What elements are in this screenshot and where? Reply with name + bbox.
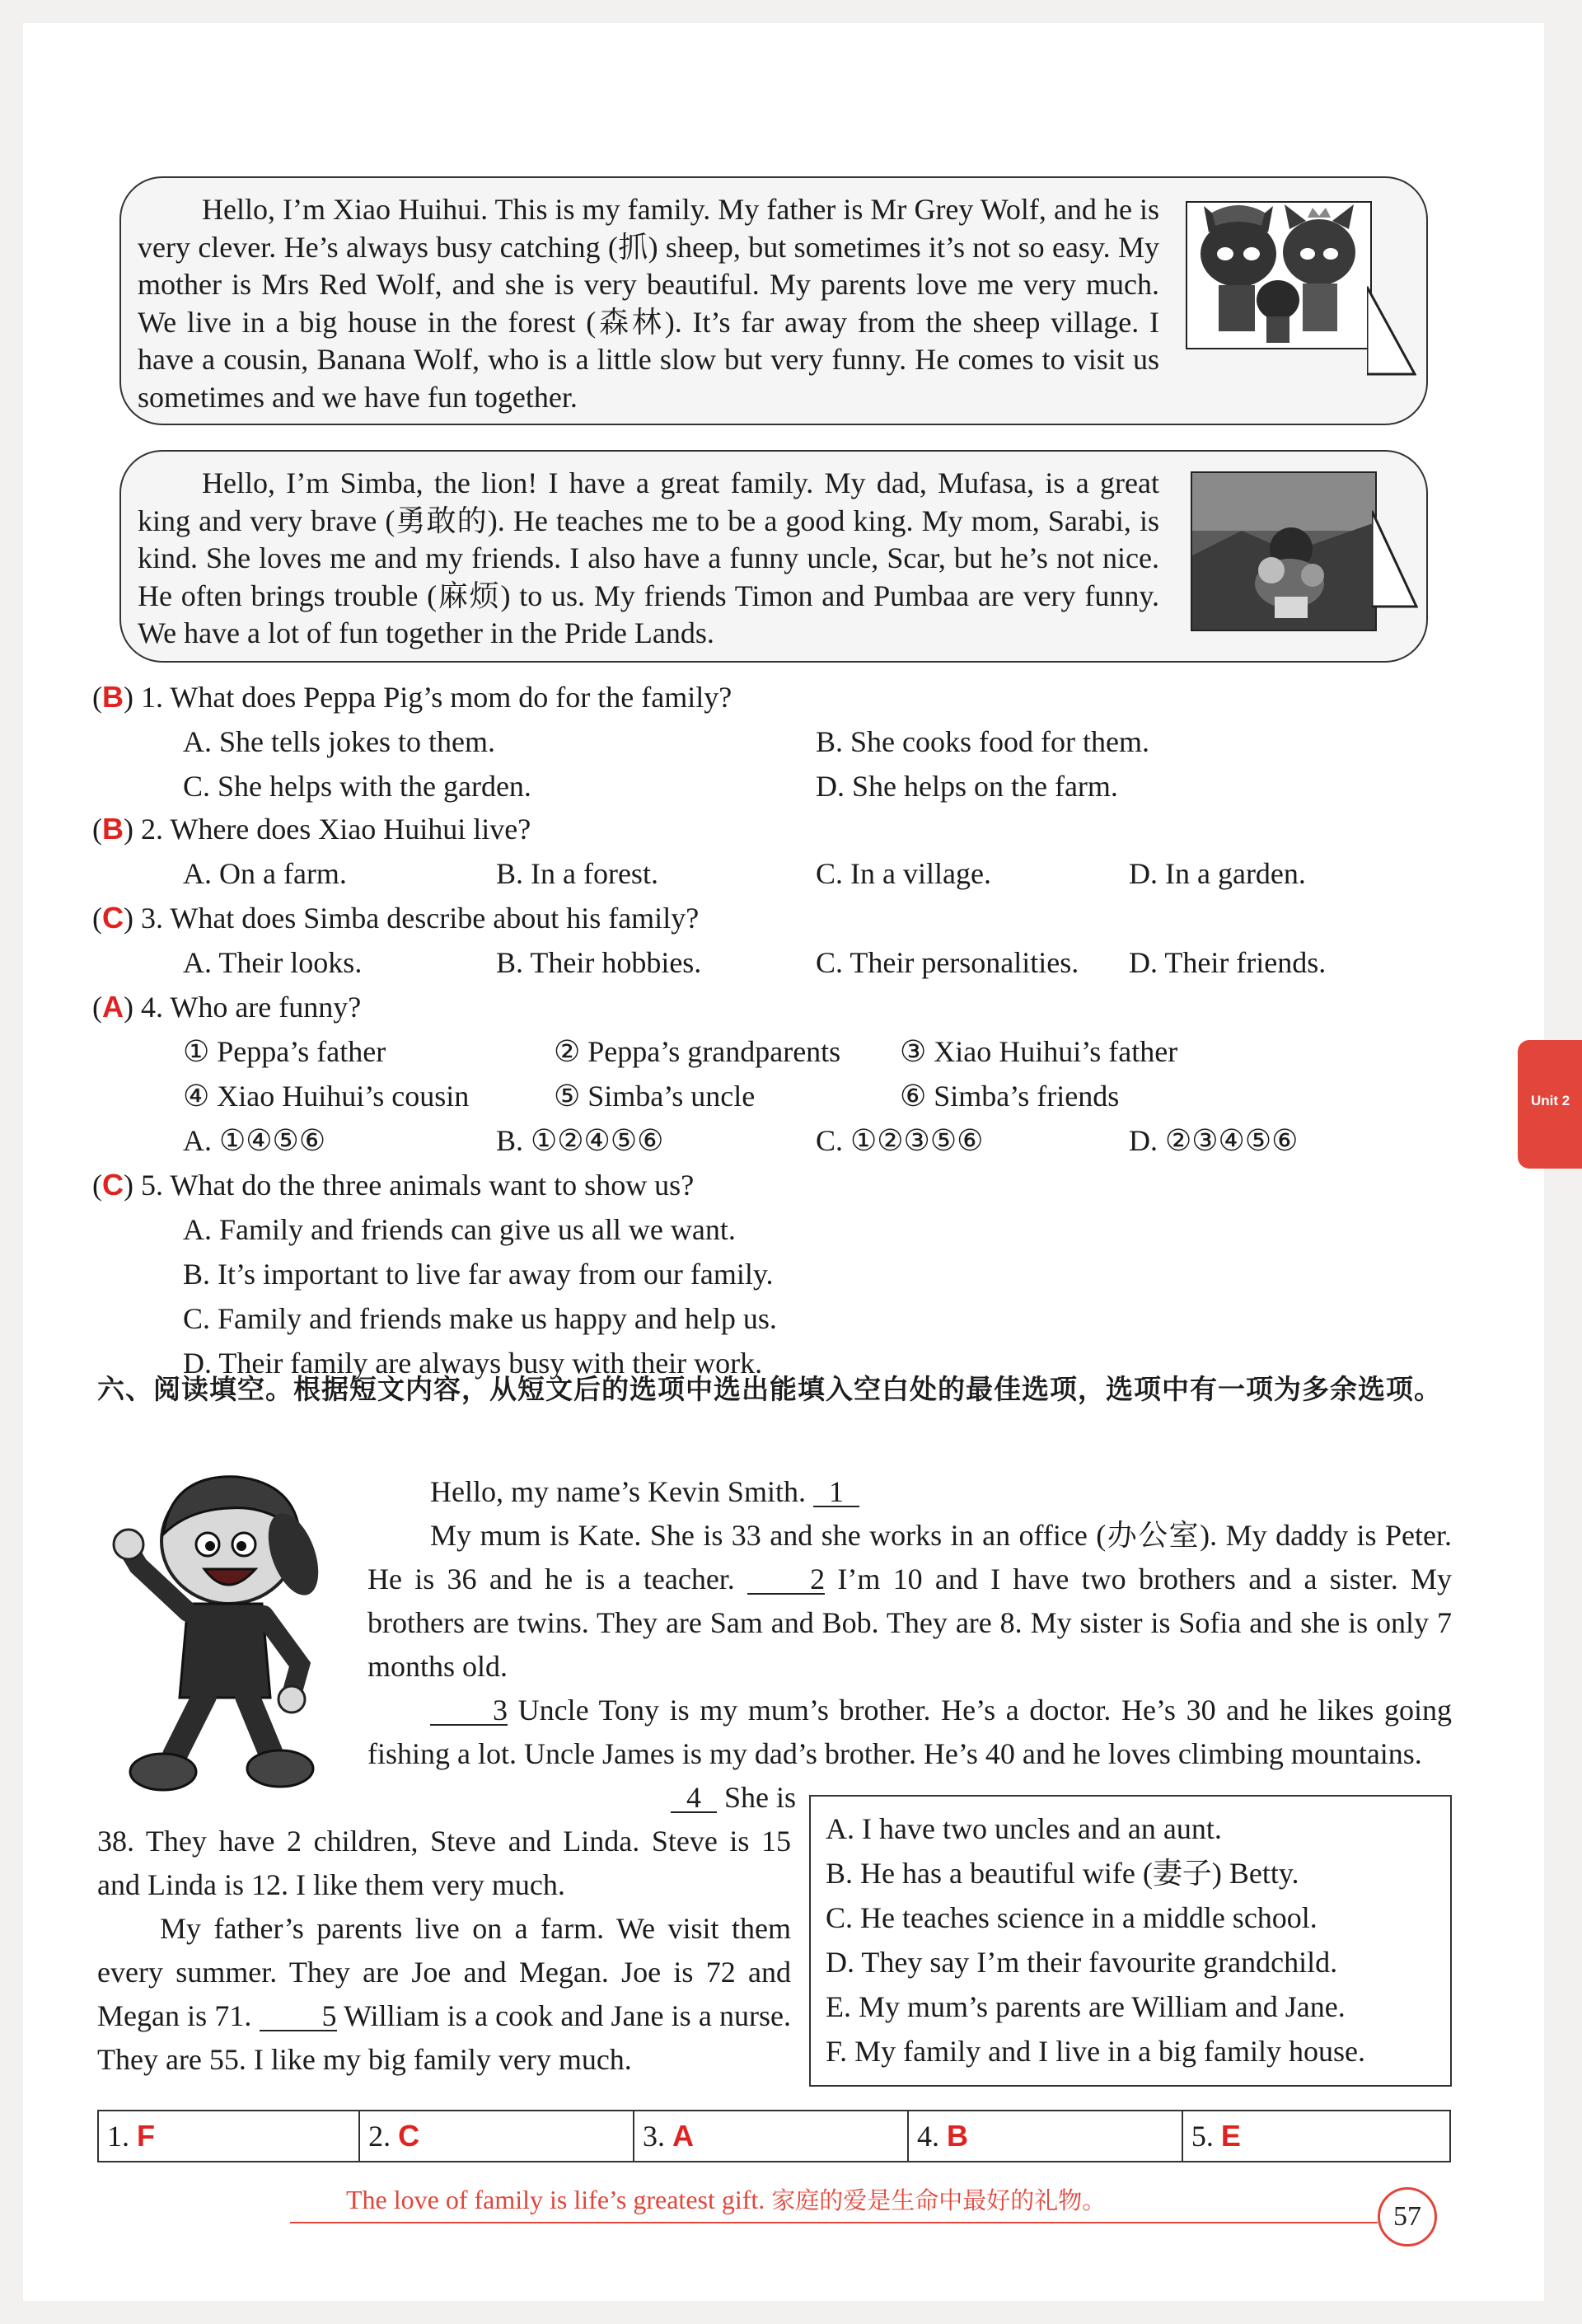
passage-text: Hello, I’m Xiao Huihui. This is my family. My father is Mr Grey Wolf, and he is very clever. He’s always busy catching (抓) sheep, but sometimes it’s not so easy. My mother is Mrs Red Wolf, and she is very beautiful. My parents love me very much. We live in a big house in the forest (森林). It’s far away from the sheep village. I have a cousin, Banana Wolf, who is a little slow but very funny. He comes to visit us sometimes and we have fun together. <box>138 193 1159 414</box>
option-b: B. She cooks food for them. <box>816 725 1149 758</box>
option-d: D. ②③④⑤⑥ <box>1129 1124 1299 1157</box>
choice-d: D. They say I’m their favourite grandchild. <box>826 1946 1338 1979</box>
answer-table <box>97 2110 1451 2162</box>
unit-side-tab: Unit 2 <box>1518 1040 1582 1169</box>
footer-divider <box>290 2222 1378 2223</box>
question-1: (B) 1. What does Peppa Pig’s mom do for the family? <box>92 680 732 714</box>
choices-box <box>809 1795 1452 2087</box>
option-c: C. ①②③⑤⑥ <box>816 1124 984 1157</box>
answer-mark: C <box>102 901 124 935</box>
option-c: C. Their personalities. <box>816 946 1079 979</box>
passage-simba <box>119 450 1428 663</box>
answer-cell: 4. B <box>908 2111 1182 2162</box>
answer-mark: B <box>102 812 124 846</box>
choice-f: F. My family and I live in a big family house. <box>826 2035 1366 2068</box>
cloze-paragraph-3-wrap: 4 She is <box>367 1776 796 1820</box>
cloze-paragraph-4: My father’s parents live on a farm. We visit them every summer. They are Joe and Megan. Joe is 72 and Megan is 71. 5 William is a cook and Jane is a nurse. They are 55. I like my big family very much. <box>97 1912 791 2076</box>
option-d: D. Their friends. <box>1129 946 1327 979</box>
option-a: A. She tells jokes to them. <box>183 725 495 758</box>
page-curl-decoration <box>1372 509 1418 608</box>
question-4: (A) 4. Who are funny? <box>92 990 362 1024</box>
option-c: C. In a village. <box>816 857 991 890</box>
cloze-paragraph-3-cont: 38. They have 2 children, Steve and Linda. Steve is 15 and Linda is 12. I like them very much. <box>97 1825 791 1901</box>
lion-king-illustration <box>1191 471 1377 631</box>
footer-quote: The love of family is life’s greatest gift. 家庭的爱是生命中最好的礼物。 <box>346 2185 1107 2214</box>
blank-4: 4 <box>671 1783 717 1813</box>
page-number: 57 <box>1378 2187 1437 2247</box>
passage-text: Hello, I’m Simba, the lion! I have a great family. My dad, Mufasa, is a great king and very brave (勇敢的). He teaches me to be a good king. My mom, Sarabi, is kind. She loves me and my friends. I also have a funny uncle, Scar, but he’s not nice. He often brings trouble (麻烦) to us. My friends Timon and Pumbaa are very funny. We have a lot of fun together in the Pride Lands. <box>138 466 1159 649</box>
item-1: ① Peppa’s father <box>183 1035 386 1068</box>
question-2: (B) 2. Where does Xiao Huihui live? <box>92 812 531 846</box>
item-6: ⑥ Simba’s friends <box>900 1080 1120 1113</box>
wolf-family-illustration <box>1186 201 1372 349</box>
option-c: C. She helps with the garden. <box>183 770 531 803</box>
choice-b: B. He has a beautiful wife (妻子) Betty. <box>826 1857 1299 1890</box>
item-3: ③ Xiao Huihui’s father <box>900 1035 1178 1068</box>
option-d: D. She helps on the farm. <box>816 770 1118 803</box>
question-5: (C) 5. What do the three animals want to show us? <box>92 1168 695 1202</box>
option-b: B. It’s important to live far away from our family. <box>183 1258 774 1291</box>
option-a: A. Their looks. <box>183 946 363 979</box>
option-c: C. Family and friends make us happy and help us. <box>183 1302 777 1335</box>
kevin-illustration <box>105 1459 344 1805</box>
answer-mark: A <box>102 990 124 1024</box>
option-d: D. Their family are always busy with their work. <box>183 1347 763 1380</box>
answer-mark: B <box>102 680 124 714</box>
option-b: B. In a forest. <box>496 857 658 890</box>
blank-5: 5 <box>260 2002 337 2031</box>
item-4: ④ Xiao Huihui’s cousin <box>183 1080 470 1113</box>
option-a: A. ①④⑤⑥ <box>183 1124 326 1157</box>
option-a: A. Family and friends can give us all we want. <box>183 1213 736 1246</box>
answer-cell: 5. E <box>1182 2111 1450 2162</box>
choice-c: C. He teaches science in a middle school. <box>826 1901 1318 1934</box>
option-b: B. Their hobbies. <box>496 946 702 979</box>
question-3: (C) 3. What does Simba describe about his family? <box>92 901 700 935</box>
blank-2: 2 <box>747 1565 825 1595</box>
cloze-paragraph-1: Hello, my name’s Kevin Smith. 1 <box>430 1470 1452 1514</box>
cloze-paragraph-2: My mum is Kate. She is 33 and she works in an office (办公室). My daddy is Peter. He is 36 and he is a teacher. 2 I’m 10 and I have two brothers and a sister. My brothers are twins. They are Sam and Bob. They are 8. My sister is Sofia and she is only 7 months old. <box>367 1519 1453 1683</box>
blank-1: 1 <box>813 1478 859 1507</box>
choice-e: E. My mum’s parents are William and Jane. <box>826 1990 1346 2023</box>
option-b: B. ①②④⑤⑥ <box>496 1124 664 1157</box>
choice-a: A. I have two uncles and an aunt. <box>826 1812 1222 1845</box>
cloze-paragraph-3: 3 Uncle Tony is my mum’s brother. He’s a doctor. He’s 30 and he likes going fishing a lot. Uncle James is my dad’s brother. He’s 40 and he loves climbing mountains. <box>367 1694 1453 1770</box>
blank-3: 3 <box>430 1696 508 1726</box>
passage-xiao-huihui <box>119 176 1428 425</box>
option-d: D. In a garden. <box>1129 857 1306 890</box>
item-5: ⑤ Simba’s uncle <box>554 1080 756 1113</box>
option-a: A. On a farm. <box>183 857 347 890</box>
section-title: 六、阅读填空。根据短文内容，从短文后的选项中选出能填入空白处的最佳选项，选项中有一项为多余选项。 <box>97 1373 1442 1405</box>
page-curl-decoration <box>1367 285 1416 376</box>
answer-cell: 3. A <box>634 2111 908 2162</box>
item-2: ② Peppa’s grandparents <box>554 1035 841 1068</box>
answer-mark: C <box>102 1168 124 1202</box>
answer-cell: 1. F <box>98 2111 359 2162</box>
answer-cell: 2. C <box>359 2111 634 2162</box>
